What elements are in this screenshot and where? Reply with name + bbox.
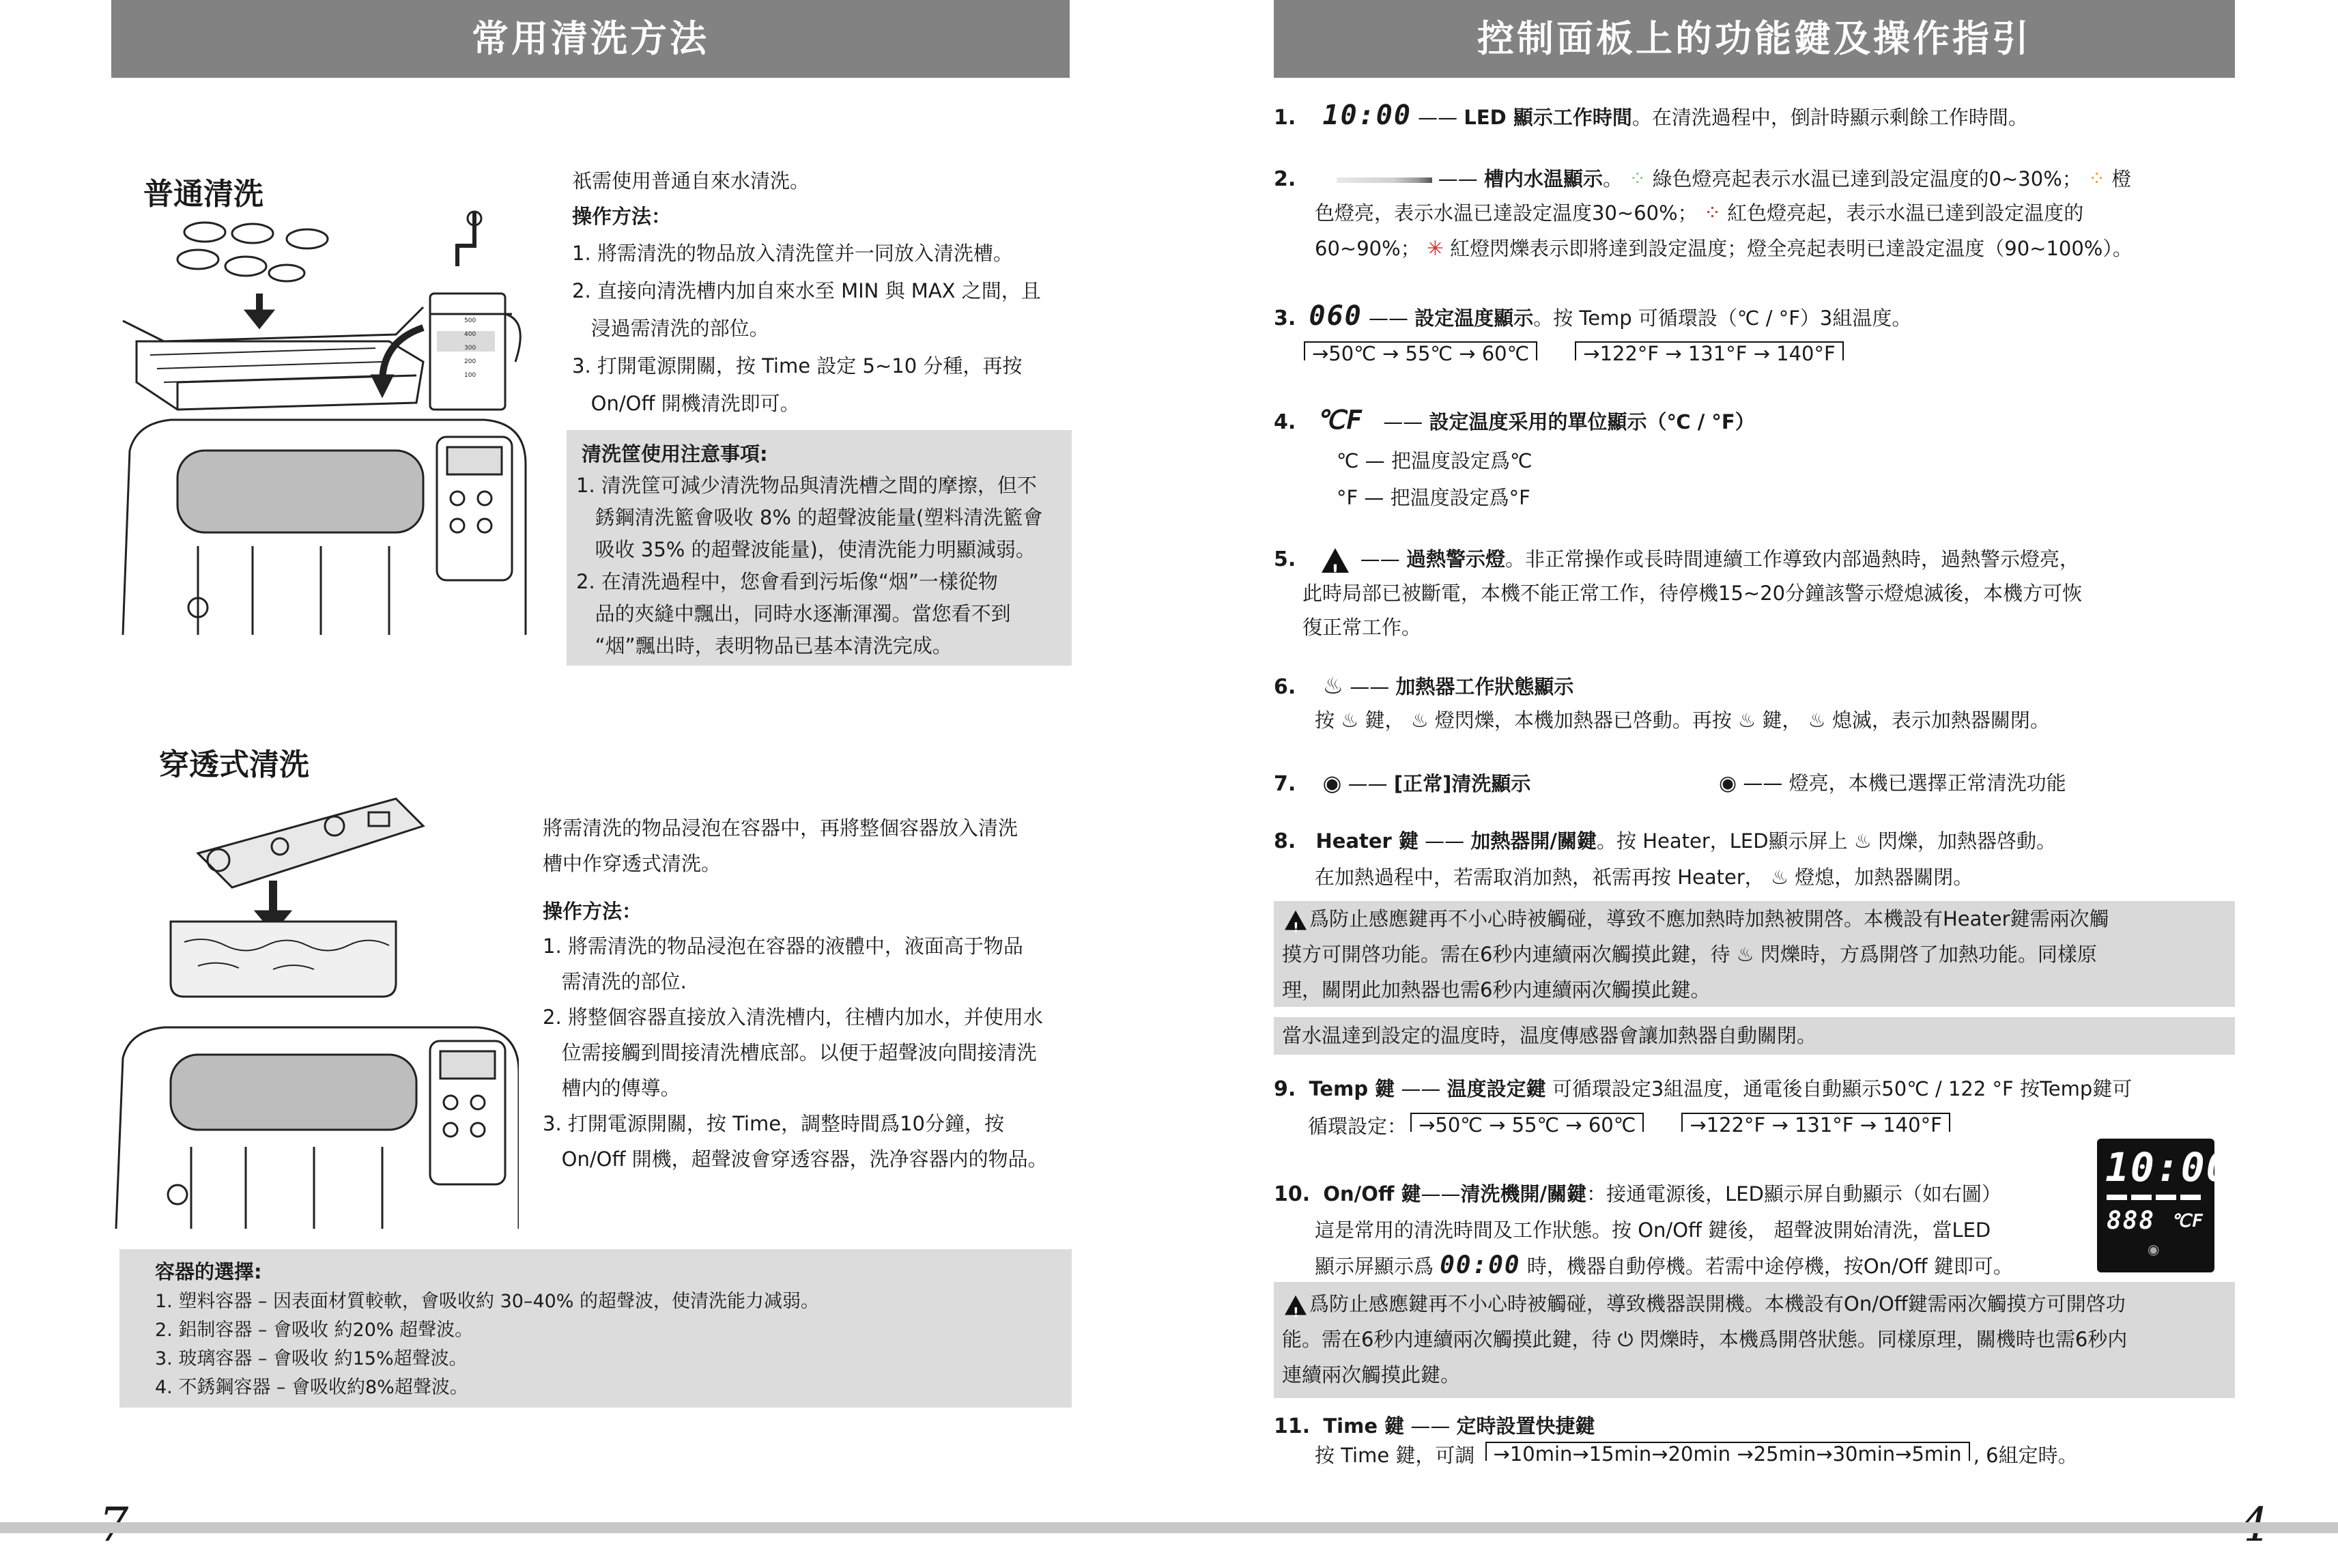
item-11-text: 按 Time 鍵，可調 xyxy=(1315,1444,1475,1467)
item-11-line2 xyxy=(1315,1442,2078,1469)
item-number: 8. xyxy=(1274,829,1296,853)
beaker-mark: 100 xyxy=(464,372,476,379)
basket-note-title: 清洗筐使用注意事項: xyxy=(582,442,768,466)
item-11 xyxy=(1274,1408,1595,1445)
penetrating-intro-line: 槽中作穿透式清洗。 xyxy=(543,852,722,875)
heater-icon: ♨ xyxy=(1410,709,1429,732)
item-4-celsius: ℃ — 把温度設定爲℃ xyxy=(1337,449,1532,472)
ordinary-step: On/Off 開機清洗即可。 xyxy=(572,392,800,415)
ordinary-step: 1. 將需清洗的物品放入清洗筐并一同放入清洗槽。 xyxy=(572,242,1013,265)
beaker-mark: 300 xyxy=(464,345,476,352)
item-1-label: LED 顯示工作時間 xyxy=(1464,106,1632,129)
item-number: 11. xyxy=(1274,1414,1311,1438)
time-sequence: →10min→15min→20min →25min→30min→5min xyxy=(1485,1442,1970,1461)
item-2-text: 。 xyxy=(1602,167,1623,190)
item-10-label: 清洗機開/關鍵 xyxy=(1460,1182,1587,1206)
item-8-line2 xyxy=(1315,859,1973,896)
item-9-line2 xyxy=(1308,1113,1950,1140)
basket-note-line: 品的夾縫中飄出，同時水逐漸渾濁。當您看不到 xyxy=(576,602,1011,625)
penetrating-step: 3. 打開電源開關，按 Time，調整時間爲10分鐘，按 xyxy=(543,1112,1004,1135)
penetrating-step: On/Off 開機，超聲波會穿透容器，洗净容器内的物品。 xyxy=(543,1148,1048,1171)
item-number: 1. xyxy=(1274,106,1296,130)
heater-warning-box xyxy=(1274,901,2235,1007)
led-unit: ℃F xyxy=(2171,1211,2204,1231)
warning-icon xyxy=(1322,548,1349,573)
item-number: 9. xyxy=(1274,1077,1296,1101)
zero-time-display-icon: 00:00 xyxy=(1440,1251,1521,1279)
item-2-text: 綠色燈亮起表示水温已達到設定温度的0~30%； xyxy=(1652,167,2082,190)
basket-note-line: 1. 清洗筐可減少清洗物品與清洗槽之間的摩擦，但不 xyxy=(576,474,1037,497)
basket-note-line: “烟”飄出時，表明物品已基本清洗完成。 xyxy=(576,634,952,657)
item-6-line2 xyxy=(1315,702,2050,739)
celsius-sequence: →50℃ → 55℃ → 60℃ xyxy=(1410,1113,1644,1132)
bottom-rule xyxy=(0,1522,2338,1533)
item-5-label: 過熱警示燈 xyxy=(1406,547,1505,571)
item-5-line2: 此時局部已被斷電，本機不能正常工作，待停機15~20分鐘該警示燈熄滅後，本機方可恢 xyxy=(1302,582,2083,605)
item-number: 2. xyxy=(1274,167,1296,191)
item-8-label: 加熱器開/關鍵 xyxy=(1470,829,1597,853)
item-9-text: 循環設定： xyxy=(1308,1115,1408,1138)
item-5-text: 。非正常操作或長時間連續工作導致内部過熱時，過熱警示燈亮， xyxy=(1505,547,2079,571)
item-10-line3 xyxy=(1315,1246,2013,1285)
red-led-icon: ⁘ xyxy=(1703,201,1722,225)
item-number: 6. xyxy=(1274,675,1296,699)
led-time: 10:00 xyxy=(2105,1144,2232,1191)
item-7-label: [正常]清洗顯示 xyxy=(1393,772,1531,795)
item-5-line3: 復正常工作。 xyxy=(1302,616,1422,639)
item-10-text: ：接通電源後，LED顯示屏自動顯示（如右圖） xyxy=(1586,1182,2001,1206)
item-1-text: 。在清洗過程中，倒計時顯示剩餘工作時間。 xyxy=(1631,106,2028,129)
penetrating-step: 2. 將整個容器直接放入清洗槽内，往槽内加水，并使用水 xyxy=(543,1006,1043,1029)
item-10-key: On/Off 鍵 xyxy=(1323,1182,1421,1206)
led-temp-bar xyxy=(2107,1195,2205,1200)
ordinary-intro: 祇需使用普通自來水清洗。 xyxy=(572,169,810,193)
penetrating-cleaning-illustration xyxy=(109,785,519,1229)
normal-clean-icon: ◉ xyxy=(1719,771,1737,795)
penetrating-step: 1. 將需清洗的物品浸泡在容器的液體中，液面高于物品 xyxy=(543,935,1023,958)
ordinary-method-label: 操作方法： xyxy=(572,205,672,228)
onoff-warning-line: 連續兩次觸摸此鍵。 xyxy=(1282,1363,1461,1386)
item-2-line3 xyxy=(1315,230,2133,268)
dash: —— xyxy=(1348,772,1388,795)
item-9 xyxy=(1274,1070,2132,1108)
beaker-mark: 200 xyxy=(464,358,476,365)
left-header: 常用清洗方法 xyxy=(111,0,1070,78)
penetrating-step: 位需接觸到間接清洗槽底部。以便于超聲波向間接清洗 xyxy=(543,1041,1037,1064)
item-5 xyxy=(1274,541,2079,578)
dash: —— xyxy=(1425,829,1465,853)
beaker-mark: 500 xyxy=(464,317,476,324)
container-note-line: 2. 鋁制容器 – 會吸收 約20% 超聲波。 xyxy=(155,1320,474,1341)
item-2-text: 紅色燈亮起，表示水温已達到設定温度的 xyxy=(1727,201,2084,225)
normal-clean-icon: ◉ xyxy=(1322,770,1342,796)
item-number: 5. xyxy=(1274,547,1296,571)
red-blink-led-icon: ✳ xyxy=(1426,237,1444,261)
item-9-text: 可循環設定3組温度，通電後自動顯示50℃ / 122 °F 按Temp鍵可 xyxy=(1552,1077,2133,1100)
dash: —— xyxy=(1360,547,1400,571)
time-display-icon: 10:00 xyxy=(1322,100,1412,131)
item-2-text: 60~90%； xyxy=(1315,237,1421,260)
item-8-text: 在加熱過程中，若需取消加熱，祇需再按 Heater， xyxy=(1315,866,1765,889)
item-1 xyxy=(1274,97,2028,137)
item-8-key: Heater 鍵 xyxy=(1315,829,1419,853)
celsius-sequence: →50℃ → 55℃ → 60℃ xyxy=(1304,341,1537,360)
orange-led-icon: ⁘ xyxy=(2087,167,2106,191)
heater-icon: ♨ xyxy=(1853,829,1872,853)
container-note-title: 容器的選擇: xyxy=(155,1260,262,1283)
heater-warning-text: 摸方可開啓功能。需在6秒内連續兩次觸摸此鍵，待 xyxy=(1282,943,1730,966)
item-10-line2: 這是常用的清洗時間及工作狀態。按 On/Off 鍵後， 超聲波開始清洗，當LED xyxy=(1315,1218,1991,1242)
heater-icon: ♨ xyxy=(1322,672,1343,700)
container-note-line: 1. 塑料容器 – 因表面材質較軟，會吸收約 30–40% 的超聲波，使清洗能力减弱。 xyxy=(155,1291,820,1312)
penetrating-method-label: 操作方法： xyxy=(543,900,642,923)
basket-note-line: 2. 在清洗過程中，您會看到污垢像“烟”一樣從物 xyxy=(576,570,998,593)
warning-icon xyxy=(1285,1296,1307,1315)
item-11-text: , 6組定時。 xyxy=(1973,1444,2078,1467)
item-6 xyxy=(1274,668,1573,706)
led-display-panel xyxy=(2097,1139,2232,1272)
heater-warning-line xyxy=(1282,901,2109,937)
item-2-text: 紅燈閃爍表示即將達到設定温度；燈全亮起表明已達設定温度（90~100%）。 xyxy=(1450,237,2133,260)
penetrating-title: 穿透式清洗 xyxy=(159,747,309,782)
item-6-label: 加熱器工作狀態顯示 xyxy=(1395,675,1574,698)
item-4 xyxy=(1274,401,1755,441)
item-9-label: 温度設定鍵 xyxy=(1446,1077,1546,1100)
item-6-text: 按 xyxy=(1315,709,1335,732)
ordinary-steps xyxy=(572,235,1041,423)
item-6-text: 熄滅，表示加熱器關閉。 xyxy=(1831,709,2050,732)
beaker-mark: 400 xyxy=(464,331,476,338)
dash: —— xyxy=(1383,410,1423,433)
onoff-warning-line xyxy=(1282,1286,2126,1322)
unit-display-icon: ℃F xyxy=(1315,405,1364,435)
heater-warning-text: 閃爍時，方爲開啓了加熱功能。同樣原 xyxy=(1760,943,2097,966)
onoff-warning-text: 能。需在6秒内連續兩次觸摸此鍵，待 xyxy=(1282,1328,1612,1351)
warning-icon xyxy=(1285,911,1307,930)
heater-icon: ♨ xyxy=(1808,709,1826,732)
item-2-text: 橙 xyxy=(2111,167,2132,190)
set-temp-display-icon: 060 xyxy=(1309,300,1363,332)
item-11-key: Time 鍵 xyxy=(1323,1414,1405,1438)
item-8-text: 燈熄，加熱器關閉。 xyxy=(1795,866,1973,889)
penetrating-intro-line: 將需清洗的物品浸泡在容器中，再將整個容器放入清洗 xyxy=(543,816,1018,840)
dash: —— xyxy=(1368,307,1408,330)
heater-icon: ♨ xyxy=(1771,866,1788,889)
auto-off-text: 當水温達到設定的温度時，温度傳感器會讓加熱器自動關閉。 xyxy=(1282,1024,1817,1047)
dash: —— xyxy=(1421,1182,1461,1206)
onoff-warning-box xyxy=(1274,1282,2235,1398)
onoff-warning-text: 爲防止感應鍵再不小心時被觸碰，導致機器誤開機。本機設有On/Off鍵需兩次觸摸方可開啓功 xyxy=(1309,1292,2126,1315)
ordinary-step: 2. 直接向清洗槽内加自來水至 MIN 與 MAX 之間，且 xyxy=(572,279,1041,302)
item-10 xyxy=(1274,1175,2001,1213)
item-4-label: 設定温度采用的單位顯示（℃ / °F） xyxy=(1429,410,1755,433)
heater-icon: ♨ xyxy=(1341,709,1359,732)
item-number: 7. xyxy=(1274,772,1296,796)
ordinary-cleaning-illustration xyxy=(102,205,539,635)
heater-icon: ♨ xyxy=(1738,709,1756,732)
item-6-text: 鍵， xyxy=(1762,709,1802,732)
penetrating-step: 需清洗的部位. xyxy=(543,970,687,993)
item-10-text: 顯示屏顯示爲 xyxy=(1315,1255,1434,1278)
green-led-icon: ⁘ xyxy=(1629,167,1646,191)
dash: —— xyxy=(1418,106,1458,129)
onoff-warning-text: 閃爍時，本機爲開啓狀態。同樣原理，關機時也需6秒内 xyxy=(1639,1328,2128,1351)
item-3 xyxy=(1274,298,1911,337)
item-3-sequences xyxy=(1304,341,1844,365)
penetrating-steps xyxy=(543,928,1048,1177)
dash: —— xyxy=(1401,1077,1441,1100)
item-4-fahrenheit: °F — 把温度設定爲°F xyxy=(1337,486,1530,509)
item-7-right xyxy=(1719,765,2066,802)
item-3-text: 。按 Temp 可循環設（℃ / °F）3組温度。 xyxy=(1533,307,1912,330)
heater-warning-text: 爲防止感應鍵再不小心時被觸碰，導致不應加熱時加熱被開啓。本機設有Heater鍵需兩次觸 xyxy=(1309,907,2109,930)
item-2-line2 xyxy=(1315,195,2083,232)
item-number: 10. xyxy=(1274,1182,1311,1206)
item-2-label: 槽内水温顯示 xyxy=(1483,167,1603,190)
item-number: 4. xyxy=(1274,410,1296,434)
led-temp: 888 xyxy=(2107,1207,2156,1235)
onoff-warning-line xyxy=(1282,1322,2127,1357)
auto-off-box xyxy=(1274,1017,2235,1055)
item-8-text: 。按 Heater，LED顯示屏上 xyxy=(1596,829,1848,853)
fahrenheit-sequence: →122°F → 131°F → 140°F xyxy=(1681,1113,1950,1132)
item-number: 3. xyxy=(1274,307,1296,330)
heater-icon: ♨ xyxy=(1736,943,1754,966)
item-2-text: 色燈亮，表示水温已達設定温度30~60%； xyxy=(1315,201,1698,225)
ordinary-step: 浸過需清洗的部位。 xyxy=(572,317,769,340)
basket-note-line: 銹鋼清洗籃會吸收 8% 的超聲波能量(塑料清洗籃會 xyxy=(576,506,1043,529)
dash: —— xyxy=(1410,1414,1451,1438)
ordinary-title: 普通清洗 xyxy=(143,177,263,212)
dash: —— xyxy=(1438,167,1478,190)
power-icon: ⏻ xyxy=(1617,1328,1634,1351)
temp-bar-icon xyxy=(1337,177,1432,183)
dash: —— xyxy=(1350,675,1390,698)
item-7 xyxy=(1274,765,1530,803)
penetrating-step: 槽内的傳導。 xyxy=(543,1077,681,1100)
item-6-text: 鍵， xyxy=(1365,709,1405,732)
item-11-label: 定時設置快捷鍵 xyxy=(1456,1414,1595,1438)
penetrating-intro xyxy=(543,810,1018,881)
container-note xyxy=(119,1249,1072,1408)
item-2-line1 xyxy=(1274,160,2131,198)
ordinary-step: 3. 打開電源開關，按 Time 設定 5~10 分種，再按 xyxy=(572,354,1023,377)
item-8 xyxy=(1274,823,2056,860)
basket-note-line: 吸收 35% 的超聲波能量)，使清洗能力明顯減弱。 xyxy=(576,538,1036,561)
item-10-text: 時，機器自動停機。若需中途停機，按On/Off 鍵即可。 xyxy=(1526,1255,2013,1278)
item-3-label: 設定温度顯示 xyxy=(1414,307,1534,330)
basket-note xyxy=(567,430,1072,666)
led-mode-icon: ◉ xyxy=(2148,1241,2160,1257)
right-header: 控制面板上的功能鍵及操作指引 xyxy=(1274,0,2235,78)
container-note-line: 4. 不銹鋼容器 – 會吸收約8%超聲波。 xyxy=(155,1377,468,1398)
container-note-line: 3. 玻璃容器 – 會吸收 約15%超聲波。 xyxy=(155,1348,468,1369)
item-8-text: 閃爍，加熱器啓動。 xyxy=(1878,829,2057,853)
heater-warning-line: 理，關閉此加熱器也需6秒内連續兩次觸摸此鍵。 xyxy=(1282,978,1711,1001)
item-7-text: —— 燈亮，本機已選擇正常清洗功能 xyxy=(1743,771,2066,795)
fahrenheit-sequence: →122°F → 131°F → 140°F xyxy=(1575,341,1843,360)
heater-warning-line xyxy=(1282,937,2097,972)
item-6-text: 燈閃爍，本機加熱器已啓動。再按 xyxy=(1434,709,1732,732)
item-9-key: Temp 鍵 xyxy=(1309,1077,1395,1100)
